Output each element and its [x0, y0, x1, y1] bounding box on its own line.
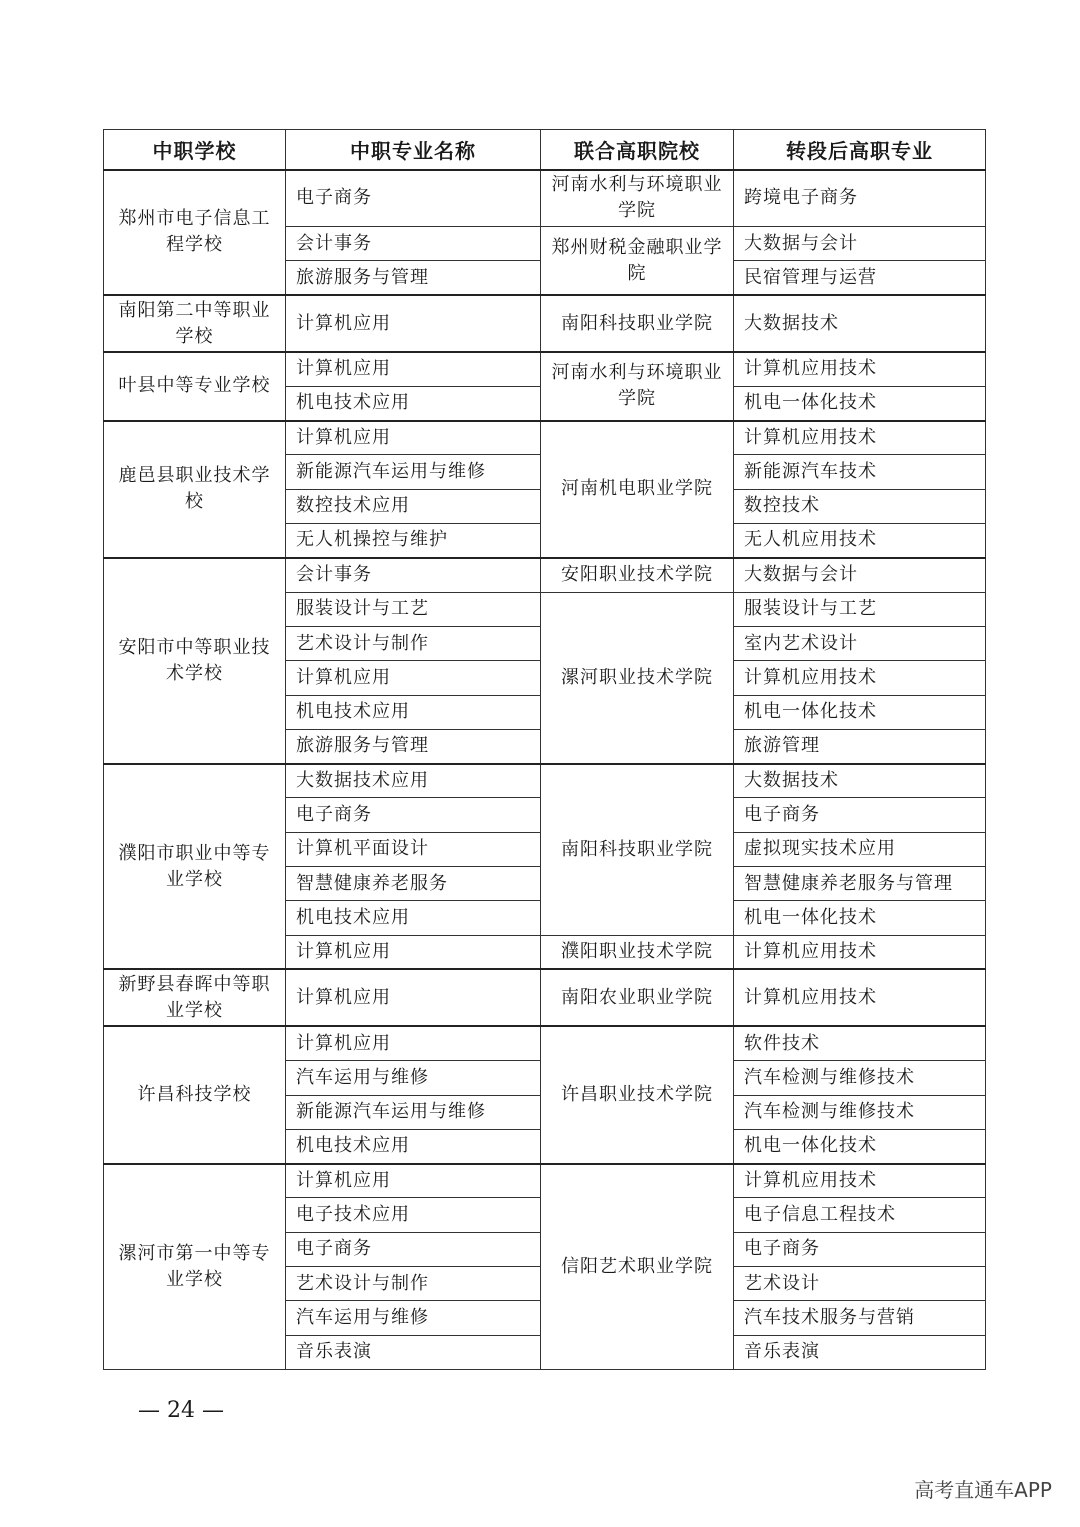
major-cell: 会计事务: [286, 227, 541, 261]
target-major-cell: 无人机应用技术: [734, 524, 986, 558]
major-cell: 旅游服务与管理: [286, 729, 541, 763]
major-cell: 智慧健康养老服务: [286, 867, 541, 901]
table-row: [104, 1026, 986, 1060]
college-cell: 信阳艺术职业学院: [541, 1164, 734, 1370]
target-major-cell: 计算机应用技术: [734, 935, 986, 969]
major-cell: 艺术设计与制作: [286, 626, 541, 660]
college-cell: 郑州财税金融职业学院: [541, 227, 734, 296]
major-cell: 汽车运用与维修: [286, 1061, 541, 1095]
target-major-cell: 机电一体化技术: [734, 901, 986, 935]
college-cell: 安阳职业技术学院: [541, 558, 734, 592]
table-row: [104, 764, 986, 798]
school-cell: 鹿邑县职业技术学校: [104, 421, 286, 558]
school-cell: 新野县春晖中等职业学校: [104, 969, 286, 1026]
target-major-cell: 服装设计与工艺: [734, 592, 986, 626]
major-cell: 计算机应用: [286, 1026, 541, 1060]
table-row: [104, 558, 986, 592]
major-cell: 电子商务: [286, 1232, 541, 1266]
header-target-major: 转段后高职专业: [734, 130, 986, 170]
major-cell: 机电技术应用: [286, 695, 541, 729]
major-cell: 计算机应用: [286, 295, 541, 352]
college-cell: 漯河职业技术学院: [541, 592, 734, 763]
target-major-cell: 音乐表演: [734, 1335, 986, 1369]
target-major-cell: 民宿管理与运营: [734, 261, 986, 295]
page-number: — 24 —: [138, 1398, 224, 1423]
major-cell: 机电技术应用: [286, 901, 541, 935]
school-cell: 叶县中等专业学校: [104, 352, 286, 421]
major-cell: 新能源汽车运用与维修: [286, 1095, 541, 1129]
major-cell: 计算机应用: [286, 969, 541, 1026]
table-row: [104, 969, 986, 1026]
target-major-cell: 大数据技术: [734, 295, 986, 352]
table-body: [104, 170, 986, 1370]
major-cell: 机电技术应用: [286, 1129, 541, 1163]
major-cell: 无人机操控与维护: [286, 524, 541, 558]
major-cell: 会计事务: [286, 558, 541, 592]
target-major-cell: 电子商务: [734, 798, 986, 832]
major-cell: 机电技术应用: [286, 386, 541, 420]
target-major-cell: 计算机应用技术: [734, 969, 986, 1026]
major-cell: 音乐表演: [286, 1335, 541, 1369]
watermark: 高考直通车APP: [914, 1478, 1052, 1502]
college-cell: 南阳农业职业学院: [541, 969, 734, 1026]
target-major-cell: 计算机应用技术: [734, 352, 986, 386]
major-cell: 计算机应用: [286, 352, 541, 386]
header-row: [104, 130, 986, 170]
target-major-cell: 计算机应用技术: [734, 661, 986, 695]
major-cell: 电子技术应用: [286, 1198, 541, 1232]
major-cell: 数控技术应用: [286, 489, 541, 523]
target-major-cell: 电子信息工程技术: [734, 1198, 986, 1232]
college-cell: 河南水利与环境职业学院: [541, 170, 734, 227]
program-table: [103, 129, 986, 1370]
target-major-cell: 机电一体化技术: [734, 386, 986, 420]
table-row: [104, 295, 986, 352]
table-row: [104, 170, 986, 227]
target-major-cell: 汽车检测与维修技术: [734, 1061, 986, 1095]
major-cell: 计算机应用: [286, 661, 541, 695]
school-cell: 安阳市中等职业技术学校: [104, 558, 286, 764]
school-cell: 漯河市第一中等专业学校: [104, 1164, 286, 1370]
major-cell: 电子商务: [286, 170, 541, 227]
major-cell: 计算机平面设计: [286, 832, 541, 866]
table-row: [104, 352, 986, 386]
major-cell: 计算机应用: [286, 1164, 541, 1198]
header-college: 联合高职院校: [541, 130, 734, 170]
target-major-cell: 电子商务: [734, 1232, 986, 1266]
major-cell: 电子商务: [286, 798, 541, 832]
target-major-cell: 计算机应用技术: [734, 1164, 986, 1198]
college-cell: 河南机电职业学院: [541, 421, 734, 558]
target-major-cell: 智慧健康养老服务与管理: [734, 867, 986, 901]
target-major-cell: 新能源汽车技术: [734, 455, 986, 489]
college-cell: 许昌职业技术学院: [541, 1026, 734, 1163]
major-cell: 服装设计与工艺: [286, 592, 541, 626]
target-major-cell: 大数据与会计: [734, 558, 986, 592]
target-major-cell: 汽车技术服务与营销: [734, 1301, 986, 1335]
school-cell: 南阳第二中等职业学校: [104, 295, 286, 352]
target-major-cell: 旅游管理: [734, 729, 986, 763]
college-cell: 濮阳职业技术学院: [541, 935, 734, 969]
target-major-cell: 机电一体化技术: [734, 1129, 986, 1163]
college-cell: 南阳科技职业学院: [541, 764, 734, 935]
header-major: 中职专业名称: [286, 130, 541, 170]
target-major-cell: 软件技术: [734, 1026, 986, 1060]
college-cell: 河南水利与环境职业学院: [541, 352, 734, 421]
header-school: 中职学校: [104, 130, 286, 170]
table-row: [104, 1164, 986, 1198]
major-cell: 汽车运用与维修: [286, 1301, 541, 1335]
major-cell: 计算机应用: [286, 421, 541, 455]
table-row: [104, 421, 986, 455]
major-cell: 旅游服务与管理: [286, 261, 541, 295]
target-major-cell: 汽车检测与维修技术: [734, 1095, 986, 1129]
target-major-cell: 跨境电子商务: [734, 170, 986, 227]
target-major-cell: 计算机应用技术: [734, 421, 986, 455]
major-cell: 计算机应用: [286, 935, 541, 969]
school-cell: 许昌科技学校: [104, 1026, 286, 1163]
major-cell: 新能源汽车运用与维修: [286, 455, 541, 489]
target-major-cell: 大数据与会计: [734, 227, 986, 261]
target-major-cell: 数控技术: [734, 489, 986, 523]
major-cell: 大数据技术应用: [286, 764, 541, 798]
target-major-cell: 机电一体化技术: [734, 695, 986, 729]
target-major-cell: 室内艺术设计: [734, 626, 986, 660]
school-cell: 郑州市电子信息工程学校: [104, 170, 286, 296]
target-major-cell: 艺术设计: [734, 1267, 986, 1301]
school-cell: 濮阳市职业中等专业学校: [104, 764, 286, 970]
target-major-cell: 大数据技术: [734, 764, 986, 798]
college-cell: 南阳科技职业学院: [541, 295, 734, 352]
major-cell: 艺术设计与制作: [286, 1267, 541, 1301]
target-major-cell: 虚拟现实技术应用: [734, 832, 986, 866]
